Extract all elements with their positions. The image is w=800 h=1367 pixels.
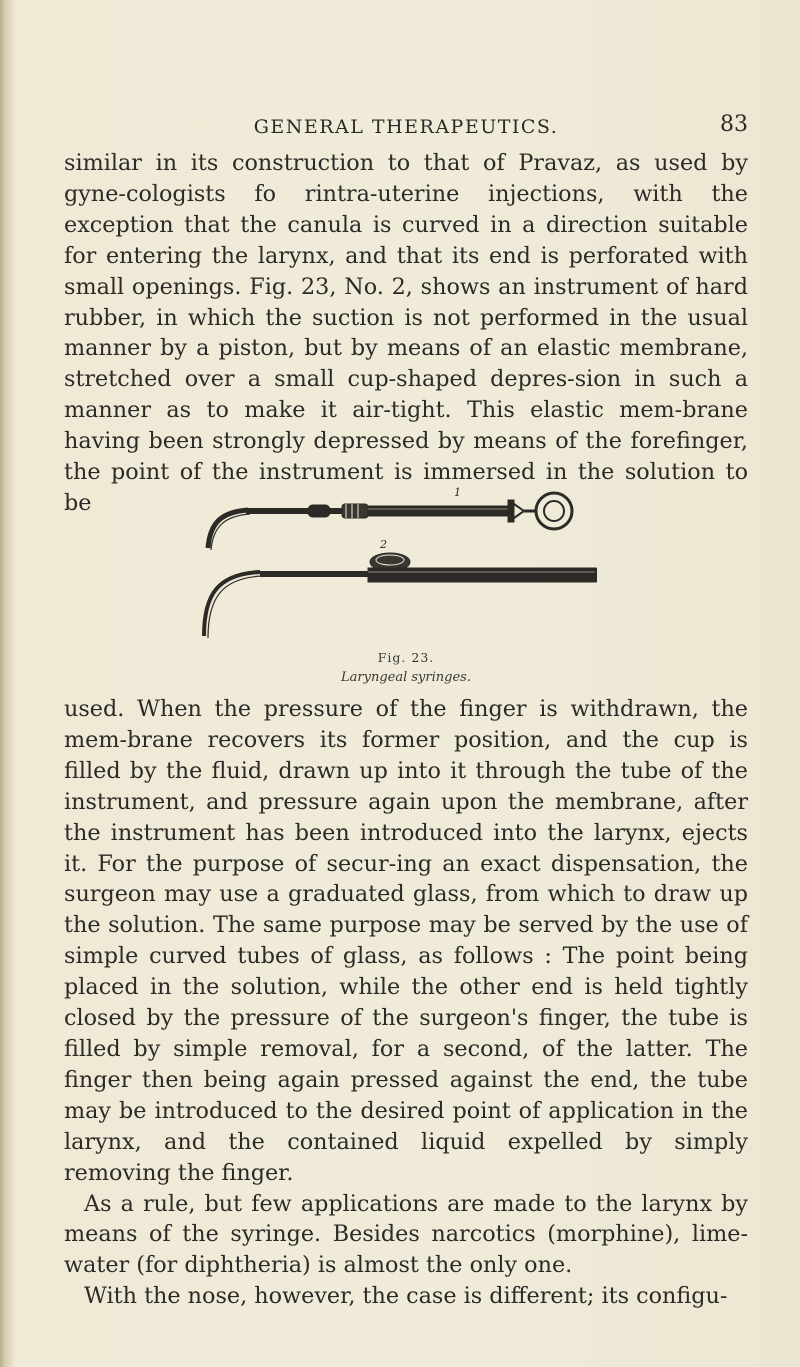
syringe-2-illustration — [204, 553, 596, 638]
running-title: GENERAL THERAPEUTICS. — [253, 116, 559, 138]
page-binding-edge — [0, 0, 14, 1367]
body-text-bottom — [64, 694, 748, 1312]
syringe-1-illustration — [208, 493, 572, 550]
body-text-top — [64, 148, 748, 519]
figure-caption-text: Laryngeal syringes. — [341, 670, 471, 685]
figure-label-1: 1 — [454, 486, 461, 499]
page-number: 83 — [720, 112, 748, 137]
laryngeal-syringes-figure — [190, 476, 610, 644]
paragraph: With the nose, however, the case is different; its configu- — [84, 1283, 728, 1310]
figure-label-2: 2 — [380, 538, 387, 551]
running-head — [64, 112, 748, 146]
paragraph: used. When the pressure of the finger is withdrawn, the mem-brane recovers its former position, and the cup is filled by the fluid, drawn up into it through the tube of the instrument, and pressure again upon the membrane, after the instrument has been introduced into the larynx, ejects it. For the purpose of secur-ing an exact dispensation, the surgeon may use a graduated glass, from which to draw up the solution. The same purpose may be served by the use of simple curved tubes of glass, as follows : The point being placed in the solution, while the other end is held tightly closed by the pressure of the surgeon's finger, the tube is filled by simple removal, for a second, of the latter. The finger then being again pressed against the end, the tube may be introduced to the desired point of application in the larynx, and the contained liquid expelled by simply removing the finger. — [64, 696, 748, 1186]
paragraph: similar in its construction to that of Pravaz, as used by gyne-cologists fo rintra-uterine injections, with the exception that the canula is curved in a direction suitable for entering the larynx, and that its end is perforated with small openings. Fig. 23, No. 2, shows an instrument of hard rubber, in which the suction is not performed in the usual manner by a piston, but by means of an elastic membrane, stretched over a small cup-shaped depres-sion in such a manner as to make it air-tight. This elastic mem-brane having been strongly depressed by means of the forefinger, the point of the instrument is immersed in the solution to be — [64, 150, 748, 516]
figure-caption-label: Fig. 23. — [377, 650, 435, 665]
paragraph: As a rule, but few applications are made to the larynx by means of the syringe. Besides narcotics (morphine), lime-water (for diphtheria) is almost the only one. — [64, 1190, 748, 1279]
